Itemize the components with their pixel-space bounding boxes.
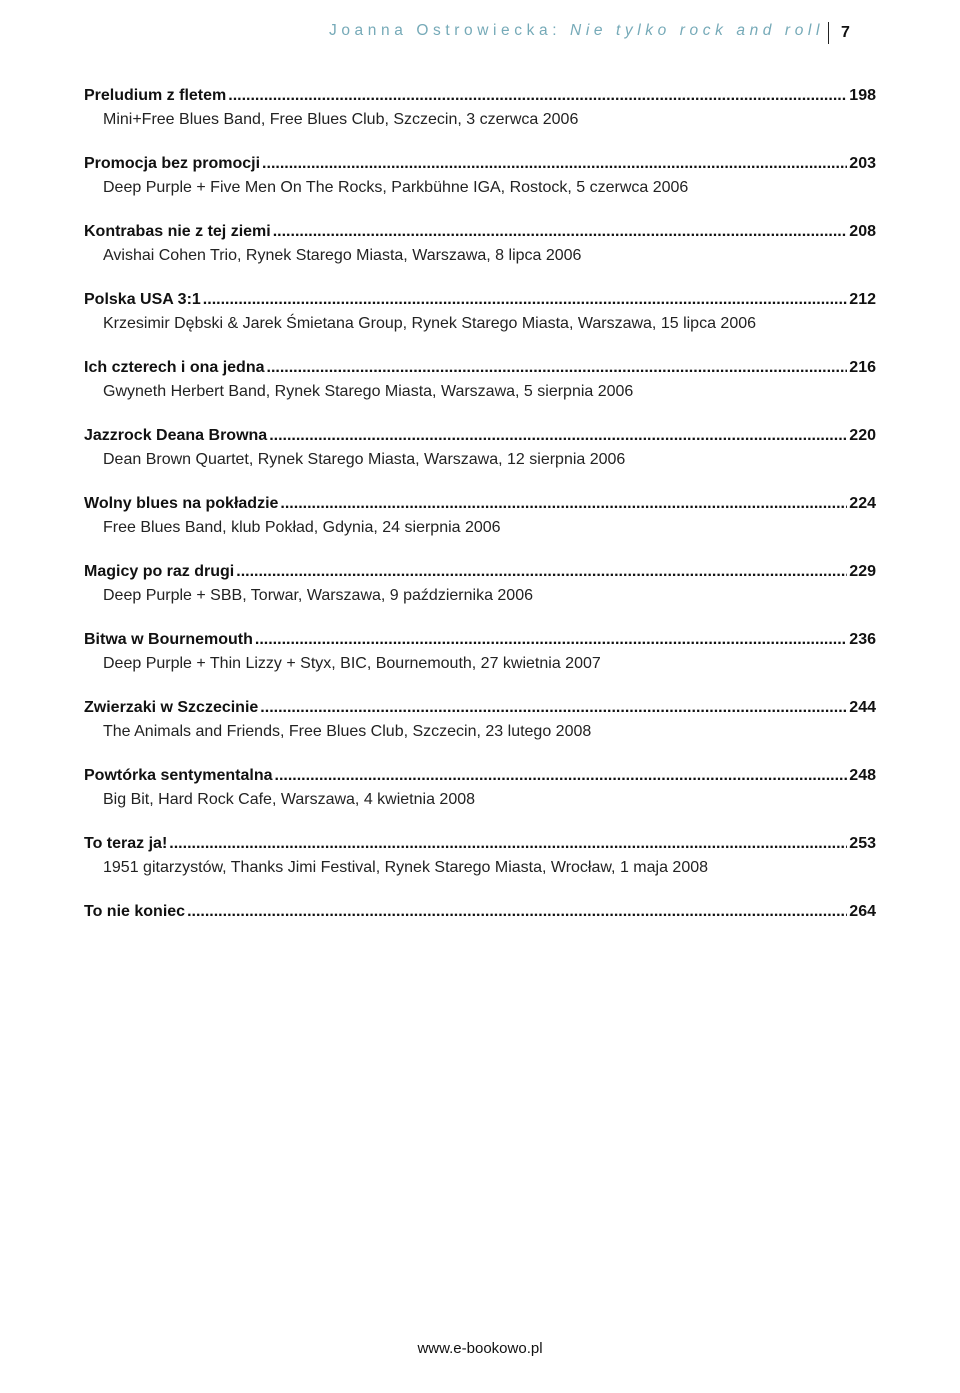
toc-line[interactable] [84, 85, 876, 107]
toc-title: To teraz ja! [84, 835, 168, 852]
toc-title: Powtórka sentymentalna [84, 767, 273, 784]
toc-entry [84, 493, 876, 561]
toc-entry [84, 901, 876, 969]
toc-line[interactable] [84, 221, 876, 243]
toc-page-number: 264 [849, 903, 876, 920]
toc-page-number: 208 [849, 223, 876, 240]
toc-page-number: 244 [849, 699, 876, 716]
toc-entry [84, 697, 876, 765]
toc-entry [84, 289, 876, 357]
toc-leader-dots [280, 493, 847, 515]
toc-subtitle: Big Bit, Hard Rock Cafe, Warszawa, 4 kwietnia 2008 [103, 791, 476, 808]
toc-subtitle: 1951 gitarzystów, Thanks Jimi Festival, Rynek Starego Miasta, Wrocław, 1 maja 2008 [103, 859, 709, 876]
toc-entry [84, 153, 876, 221]
toc-subtitle: Krzesimir Dębski & Jarek Śmietana Group, Rynek Starego Miasta, Warszawa, 15 lipca 2006 [103, 315, 757, 332]
table-of-contents [84, 85, 876, 969]
toc-subtitle: Dean Brown Quartet, Rynek Starego Miasta, Warszawa, 12 sierpnia 2006 [103, 451, 626, 468]
toc-entry [84, 357, 876, 425]
running-header-title [329, 22, 824, 40]
toc-title: Jazzrock Deana Browna [84, 427, 268, 444]
toc-line[interactable] [84, 561, 876, 583]
toc-line[interactable] [84, 833, 876, 855]
toc-leader-dots [260, 697, 847, 719]
toc-line[interactable] [84, 697, 876, 719]
toc-leader-dots [255, 629, 847, 651]
toc-leader-dots [267, 357, 848, 379]
toc-page-number: 224 [849, 495, 876, 512]
toc-title: Ich czterech i ona jedna [84, 359, 265, 376]
toc-leader-dots [273, 221, 848, 243]
toc-line[interactable] [84, 357, 876, 379]
toc-page-number: 229 [849, 563, 876, 580]
toc-title: To nie koniec [84, 903, 186, 920]
toc-leader-dots [262, 153, 847, 175]
toc-title: Bitwa w Bournemouth [84, 631, 253, 648]
toc-subtitle: Free Blues Band, klub Pokład, Gdynia, 24 sierpnia 2006 [103, 519, 501, 536]
toc-entry [84, 765, 876, 833]
toc-subtitle: The Animals and Friends, Free Blues Club, Szczecin, 23 lutego 2008 [103, 723, 592, 740]
toc-title: Wolny blues na pokładzie [84, 495, 279, 512]
toc-entry [84, 221, 876, 289]
toc-leader-dots [236, 561, 847, 583]
toc-entry [84, 629, 876, 697]
toc-line[interactable] [84, 493, 876, 515]
toc-entry [84, 561, 876, 629]
toc-subtitle: Avishai Cohen Trio, Rynek Starego Miasta, Warszawa, 8 lipca 2006 [103, 247, 582, 264]
toc-title: Preludium z fletem [84, 87, 227, 104]
toc-leader-dots [269, 425, 847, 447]
toc-line[interactable] [84, 629, 876, 651]
toc-page-number: 248 [849, 767, 876, 784]
toc-subtitle: Deep Purple + SBB, Torwar, Warszawa, 9 października 2006 [103, 587, 533, 604]
toc-subtitle: Gwyneth Herbert Band, Rynek Starego Miasta, Warszawa, 5 sierpnia 2006 [103, 383, 634, 400]
toc-entry [84, 833, 876, 901]
toc-line[interactable] [84, 765, 876, 787]
toc-page-number: 216 [849, 359, 876, 376]
toc-leader-dots [169, 833, 847, 855]
toc-line[interactable] [84, 153, 876, 175]
toc-title: Magicy po raz drugi [84, 563, 235, 580]
toc-entry [84, 425, 876, 493]
header-page-number: 7 [828, 22, 850, 44]
toc-title: Polska USA 3:1 [84, 291, 201, 308]
footer-url[interactable]: www.e-bookowo.pl [417, 1340, 543, 1357]
toc-line[interactable] [84, 425, 876, 447]
toc-title: Promocja bez promocji [84, 155, 261, 172]
toc-page-number: 212 [849, 291, 876, 308]
toc-leader-dots [228, 85, 847, 107]
toc-page-number: 220 [849, 427, 876, 444]
header-book-title: Nie tylko rock and roll [570, 22, 824, 39]
toc-title: Zwierzaki w Szczecinie [84, 699, 259, 716]
toc-entry [84, 85, 876, 153]
toc-page-number: 198 [849, 87, 876, 104]
toc-subtitle: Deep Purple + Thin Lizzy + Styx, BIC, Bournemouth, 27 kwietnia 2007 [103, 655, 601, 672]
toc-leader-dots [203, 289, 848, 311]
toc-leader-dots [275, 765, 848, 787]
page-header [0, 22, 960, 46]
toc-subtitle: Mini+Free Blues Band, Free Blues Club, Szczecin, 3 czerwca 2006 [103, 111, 579, 128]
toc-line[interactable] [84, 901, 876, 923]
toc-page-number: 236 [849, 631, 876, 648]
toc-page-number: 253 [849, 835, 876, 852]
toc-page-number: 203 [849, 155, 876, 172]
header-author: Joanna Ostrowiecka: [328, 22, 562, 39]
toc-title: Kontrabas nie z tej ziemi [84, 223, 271, 240]
toc-line[interactable] [84, 289, 876, 311]
toc-leader-dots [187, 901, 847, 923]
toc-subtitle: Deep Purple + Five Men On The Rocks, Parkbühne IGA, Rostock, 5 czerwca 2006 [103, 179, 689, 196]
